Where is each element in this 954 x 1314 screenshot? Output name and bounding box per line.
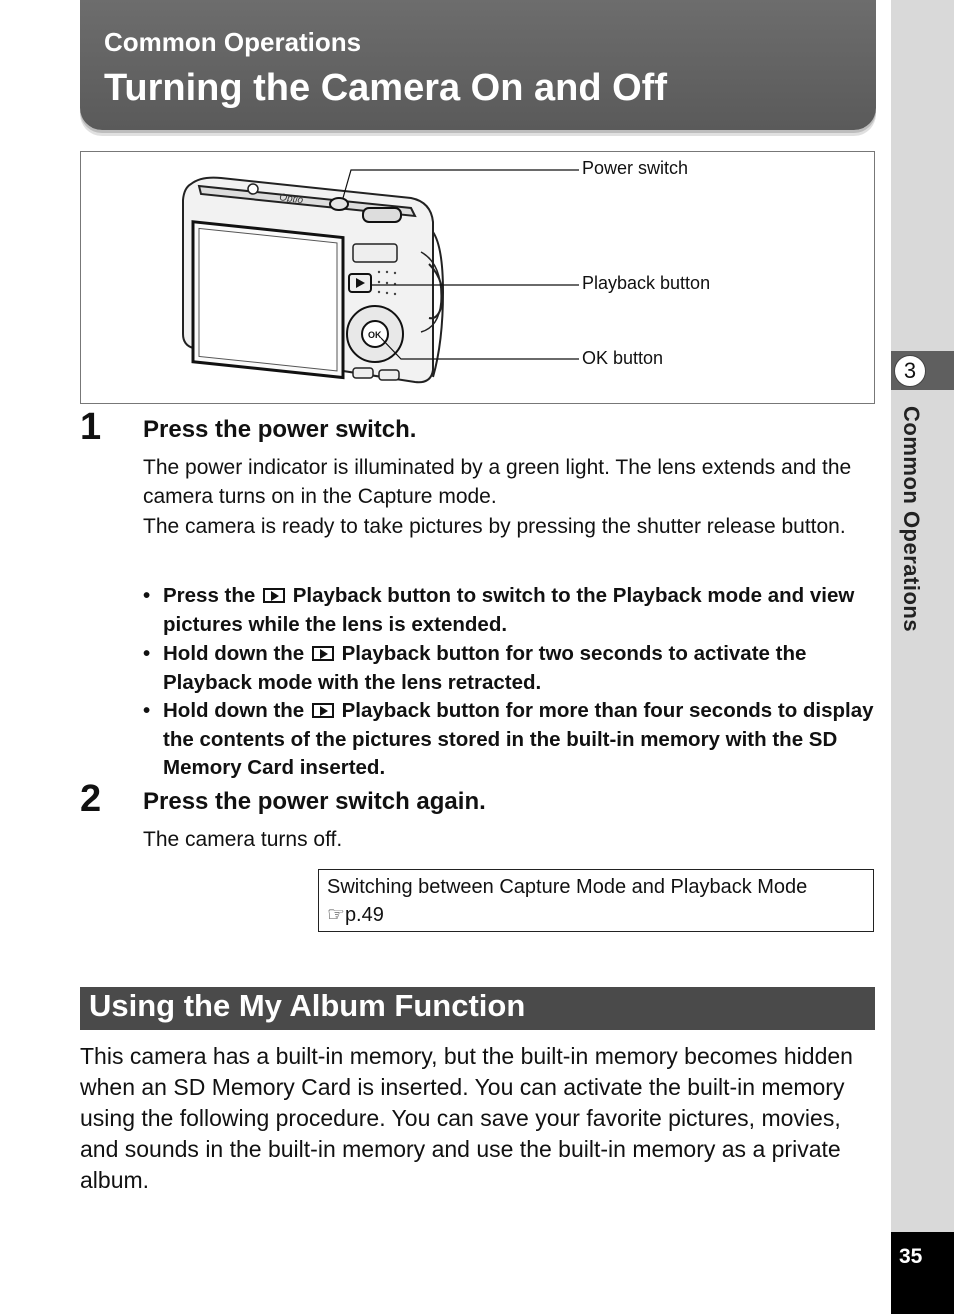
header-section-label: Common Operations [104, 27, 362, 57]
step-2-title: Press the power switch again. [143, 788, 486, 815]
reference-page: p.49 [344, 904, 384, 926]
camera-figure [80, 151, 875, 404]
reference-text: Switching between Capture Mode and Playback Mode [327, 876, 808, 898]
bullet-text-after: Playback button to switch to the Playback mode and view pictures while the lens is extended. [163, 584, 855, 636]
callout-playback-button: Playback button [582, 273, 711, 293]
page-number: 35 [899, 1245, 923, 1268]
pointing-hand-icon: ☞ [327, 904, 345, 926]
bullet-text-before: Hold down the [163, 699, 305, 722]
page-title: Turning the Camera On and Off [104, 67, 667, 109]
camera-illustration [81, 152, 874, 403]
step-1-title: Press the power switch. [143, 416, 417, 443]
section-title: Using the My Album Function [89, 988, 526, 1023]
step-2-number: 2 [80, 778, 102, 820]
bullet-text-after: Playback button for two seconds to activate the Playback mode with the lens retracted. [163, 642, 807, 694]
callout-power-switch: Power switch [582, 158, 689, 178]
bullet-item [143, 640, 878, 697]
chapter-number-badge: 3 [894, 355, 926, 387]
header-banner [80, 0, 876, 130]
reference-link[interactable] [327, 901, 873, 929]
section-body-text: This camera has a built-in memory, but the built-in memory becomes hidden when an SD Memory Card is inserted. You can activate the built-in memory using the following procedure. You can save your favorite pictures, movies, and sounds in the built-in memory and use the built-in memory as a private album. [80, 1043, 853, 1193]
step-1-bullet-list [143, 582, 878, 783]
camera-brand: Optio [278, 192, 304, 207]
bullet-text-before: Hold down the [163, 642, 305, 665]
callout-ok-button: OK button [582, 348, 664, 368]
playback-icon [263, 588, 285, 603]
step-2-paragraph: The camera turns off. [143, 828, 343, 851]
bullet-text-before: Press the [163, 584, 256, 607]
chapter-side-label: Common Operations [899, 406, 924, 633]
playback-icon [312, 703, 334, 718]
playback-icon [312, 646, 334, 661]
step-1-number: 1 [80, 406, 102, 448]
bullet-text-after: Playback button for more than four seconds to display the contents of the pictures stored in the built-in memory with the SD Memory Card inserted. [163, 699, 874, 779]
bullet-item [143, 697, 878, 783]
shutter-button-graphic [363, 208, 401, 222]
ok-button-label: OK [368, 330, 382, 340]
step-1-paragraph-1: The power indicator is illuminated by a green light. The lens extends and the camera turns on in the Capture mode. [143, 456, 852, 508]
bullet-item [143, 582, 878, 639]
step-1-paragraph-2: The camera is ready to take pictures by pressing the shutter release button. [143, 515, 846, 538]
reference-box [318, 869, 874, 932]
power-switch-graphic [330, 198, 348, 210]
